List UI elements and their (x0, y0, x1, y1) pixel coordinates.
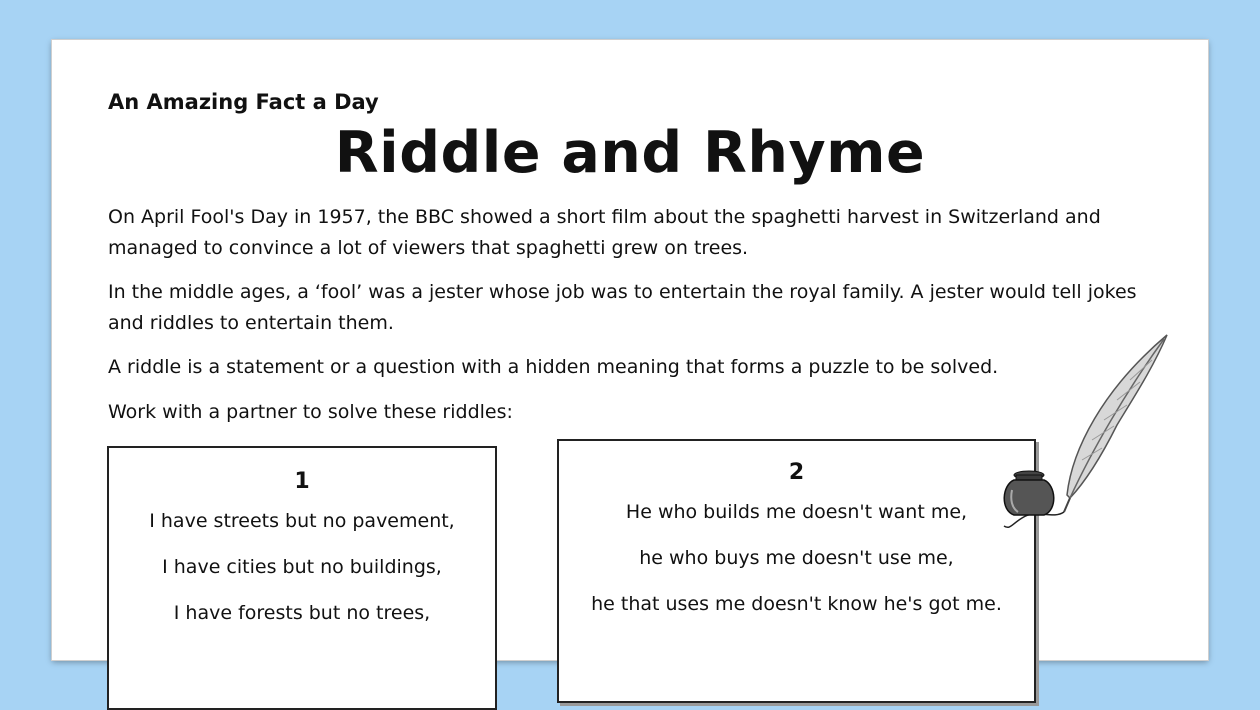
riddle-number: 2 (788, 460, 805, 485)
riddle-line: I have forests but no trees, (173, 602, 431, 624)
instruction-text: Work with a partner to solve these riddles: (108, 401, 513, 423)
intro-paragraph-2: In the middle ages, a ‘fool’ was a jester whose job was to entertain the royal family. A jester would tell jokes and riddles to entertain them. (108, 281, 1137, 334)
riddle-line: He who builds me doesn't want me, (625, 501, 968, 523)
intro-paragraph-3: A riddle is a statement or a question with a hidden meaning that forms a puzzle to be solved. (108, 356, 999, 378)
riddle-line: he who buys me doesn't use me, (639, 547, 954, 569)
riddle-line: I have streets but no pavement, (149, 510, 455, 532)
riddle-line: I have cities but no buildings, (162, 556, 442, 578)
riddle-box-1 (107, 446, 497, 710)
worksheet-subtitle: An Amazing Fact a Day (108, 90, 379, 114)
riddle-line: he that uses me doesn't know he's got me. (591, 593, 1002, 615)
intro-paragraph-1: On April Fool's Day in 1957, the BBC showed a short film about the spaghetti harvest in Switzerland and managed to convince a lot of viewers that spaghetti grew on trees. (108, 206, 1101, 259)
riddle-number: 1 (294, 469, 310, 494)
quill-and-inkpot-icon (952, 330, 1182, 540)
worksheet-page (52, 40, 1208, 660)
worksheet-title: Riddle and Rhyme (334, 120, 926, 186)
